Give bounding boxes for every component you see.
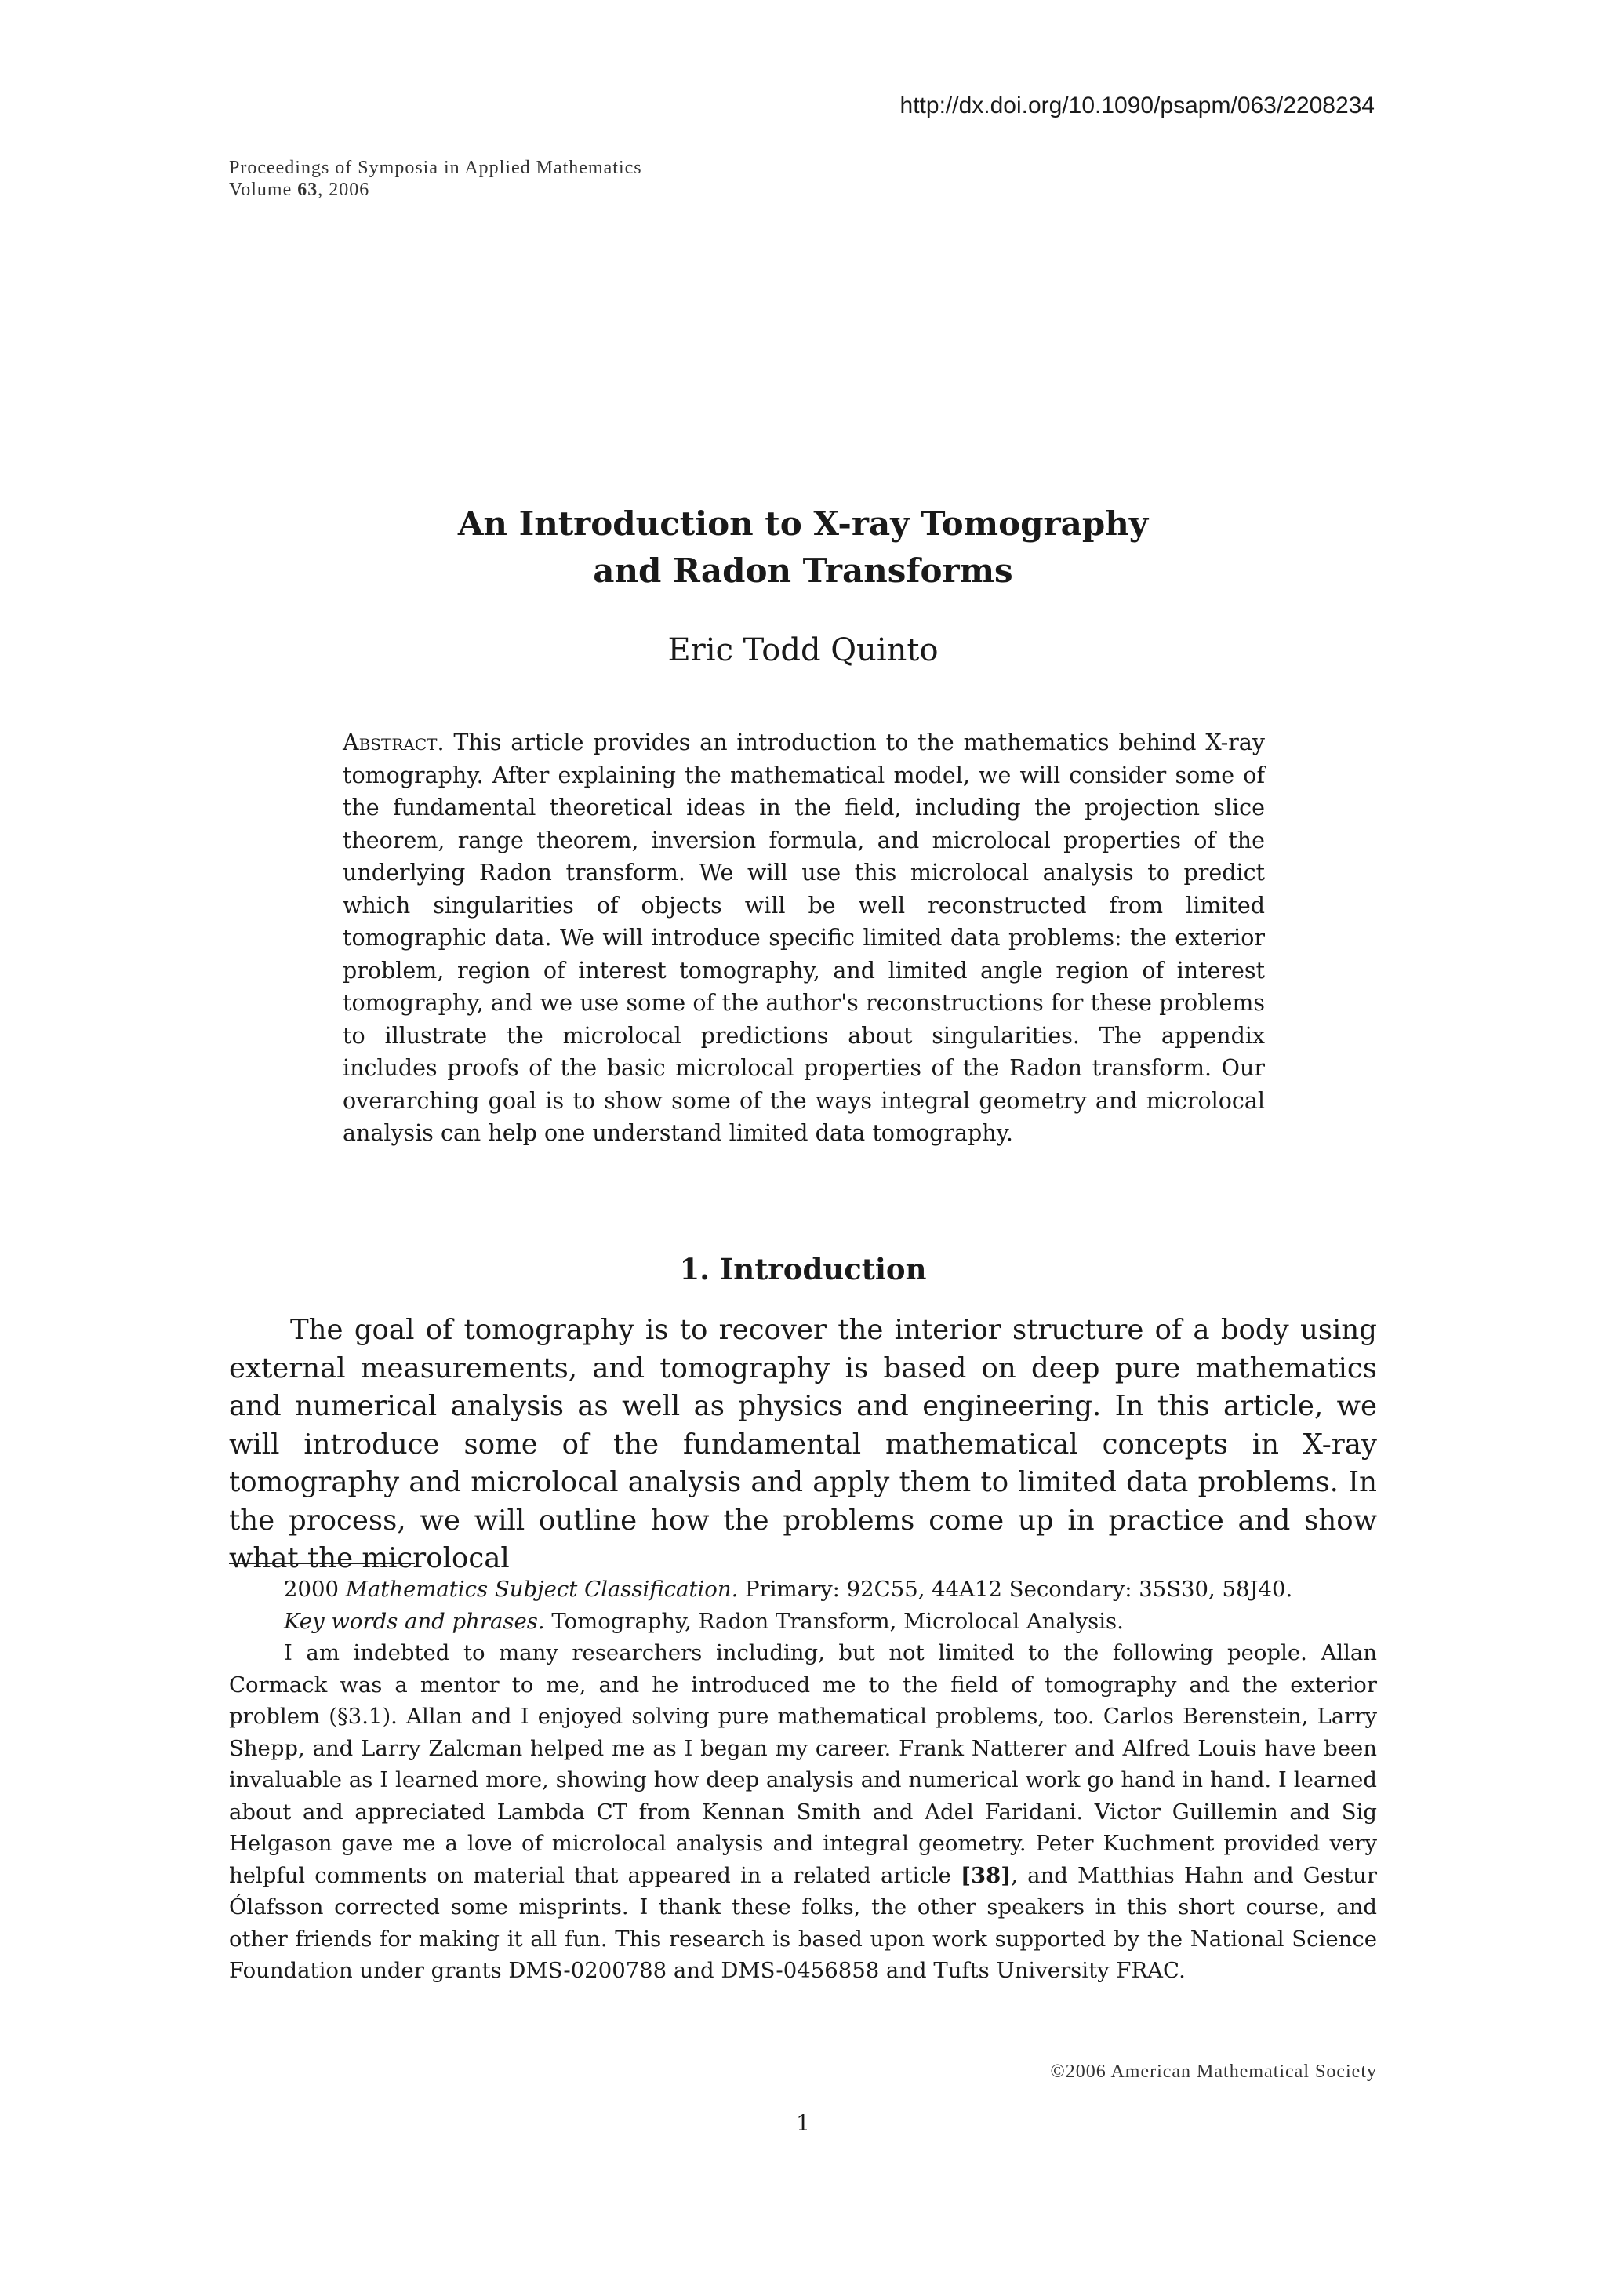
title-line-2: and Radon Transforms [593,551,1013,590]
abstract [343,726,1265,1150]
abstract-text: This article provides an introduction to the mathematics behind X-ray tomography. After explaining the mathematical model, we will consider some of the fundamental theoretical ideas in the field, including the projection slice theorem, range theorem, inversion formula, and microlocal properties of the underlying Radon transform. We will use this microlocal analysis to predict which singularities of objects will be well reconstructed from limited tomographic data. We will introduce specific limited data problems: the exterior problem, region of interest tomography, and limited angle region of interest tomography, and we use some of the author's reconstructions for these problems to illustrate the microlocal predictions about singularities. The appendix includes proofs of the basic microlocal properties of the Radon transform. Our overarching goal is to show some of the ways integral geometry and microlocal analysis can help one understand limited data tomography. [343,730,1266,1146]
msc-label: Mathematics Subject Classification. [345,1577,739,1602]
volume-year: , 2006 [318,180,370,200]
ack-text-2: , and Matthias Hahn and Gestur Ólafsson corrected some misprints. I thank these folks, the other speakers in this short course, and other friends for making it all fun. This research is based upon work supported by the National Science Foundation under grants DMS-0200788 and DMS-0456858 and Tufts University FRAC. [229,1862,1377,1983]
footnote-rule [229,1563,415,1564]
copyright-notice: ©2006 American Mathematical Society [1050,2061,1377,2082]
footnotes [229,1574,1377,1987]
page-number: 1 [796,2110,810,2136]
proceedings-line: Proceedings of Symposia in Applied Mathematics [229,158,642,178]
msc-text: Primary: 92C55, 44A12 Secondary: 35S30, 58J40. [745,1577,1293,1602]
paper-title [0,500,1606,595]
citation-link[interactable]: [38] [960,1862,1012,1888]
author-name: Eric Todd Quinto [667,632,939,668]
volume-number: 63 [297,180,318,200]
abstract-heading: Abstract. [343,730,445,755]
keywords-text: Tomography, Radon Transform, Microlocal Analysis. [551,1608,1124,1634]
proceedings-header [229,157,642,201]
ack-text-1: I am indebted to many researchers including, but not limited to the following people. Allan Cormack was a mentor to me, and he introduced me to the field of tomography and the exterior problem (§3.1). Allan and I enjoyed solving pure mathematical problems, too. Carlos Berenstein, Larry Shepp, and Larry Zalcman helped me as I began my career. Frank Natterer and Alfred Louis have been invaluable as I learned more, showing how deep analysis and numerical work go hand in hand. I learned about and appreciated Lambda CT from Kennan Smith and Adel Faridani. Victor Guillemin and Sig Helgason gave me a love of microlocal analysis and integral geometry. Peter Kuchment provided very helpful comments on material that appeared in a related article [229,1640,1377,1888]
keywords-footnote [229,1606,1377,1638]
doi-link[interactable]: http://dx.doi.org/10.1090/psapm/063/2208234 [899,93,1375,118]
volume-label: Volume [229,180,292,200]
acknowledgments-footnote [229,1637,1377,1987]
volume-line [229,179,642,201]
msc-year: 2000 [284,1577,339,1602]
title-line-1: An Introduction to X-ray Tomography [457,504,1149,543]
intro-paragraph: The goal of tomography is to recover the interior structure of a body using external measurements, and tomography is based on deep pure mathematics and numerical analysis as well as physics and engineering. In this article, we will introduce some of the fundamental mathematical concepts in X-ray tomography and microlocal analysis and apply them to limited data problems. In the process, we will outline how the problems come up in practice and show what the microlocal [229,1314,1377,1574]
section-heading: 1. Introduction [679,1252,927,1286]
msc-footnote [229,1574,1377,1606]
keywords-label: Key words and phrases. [284,1608,545,1634]
